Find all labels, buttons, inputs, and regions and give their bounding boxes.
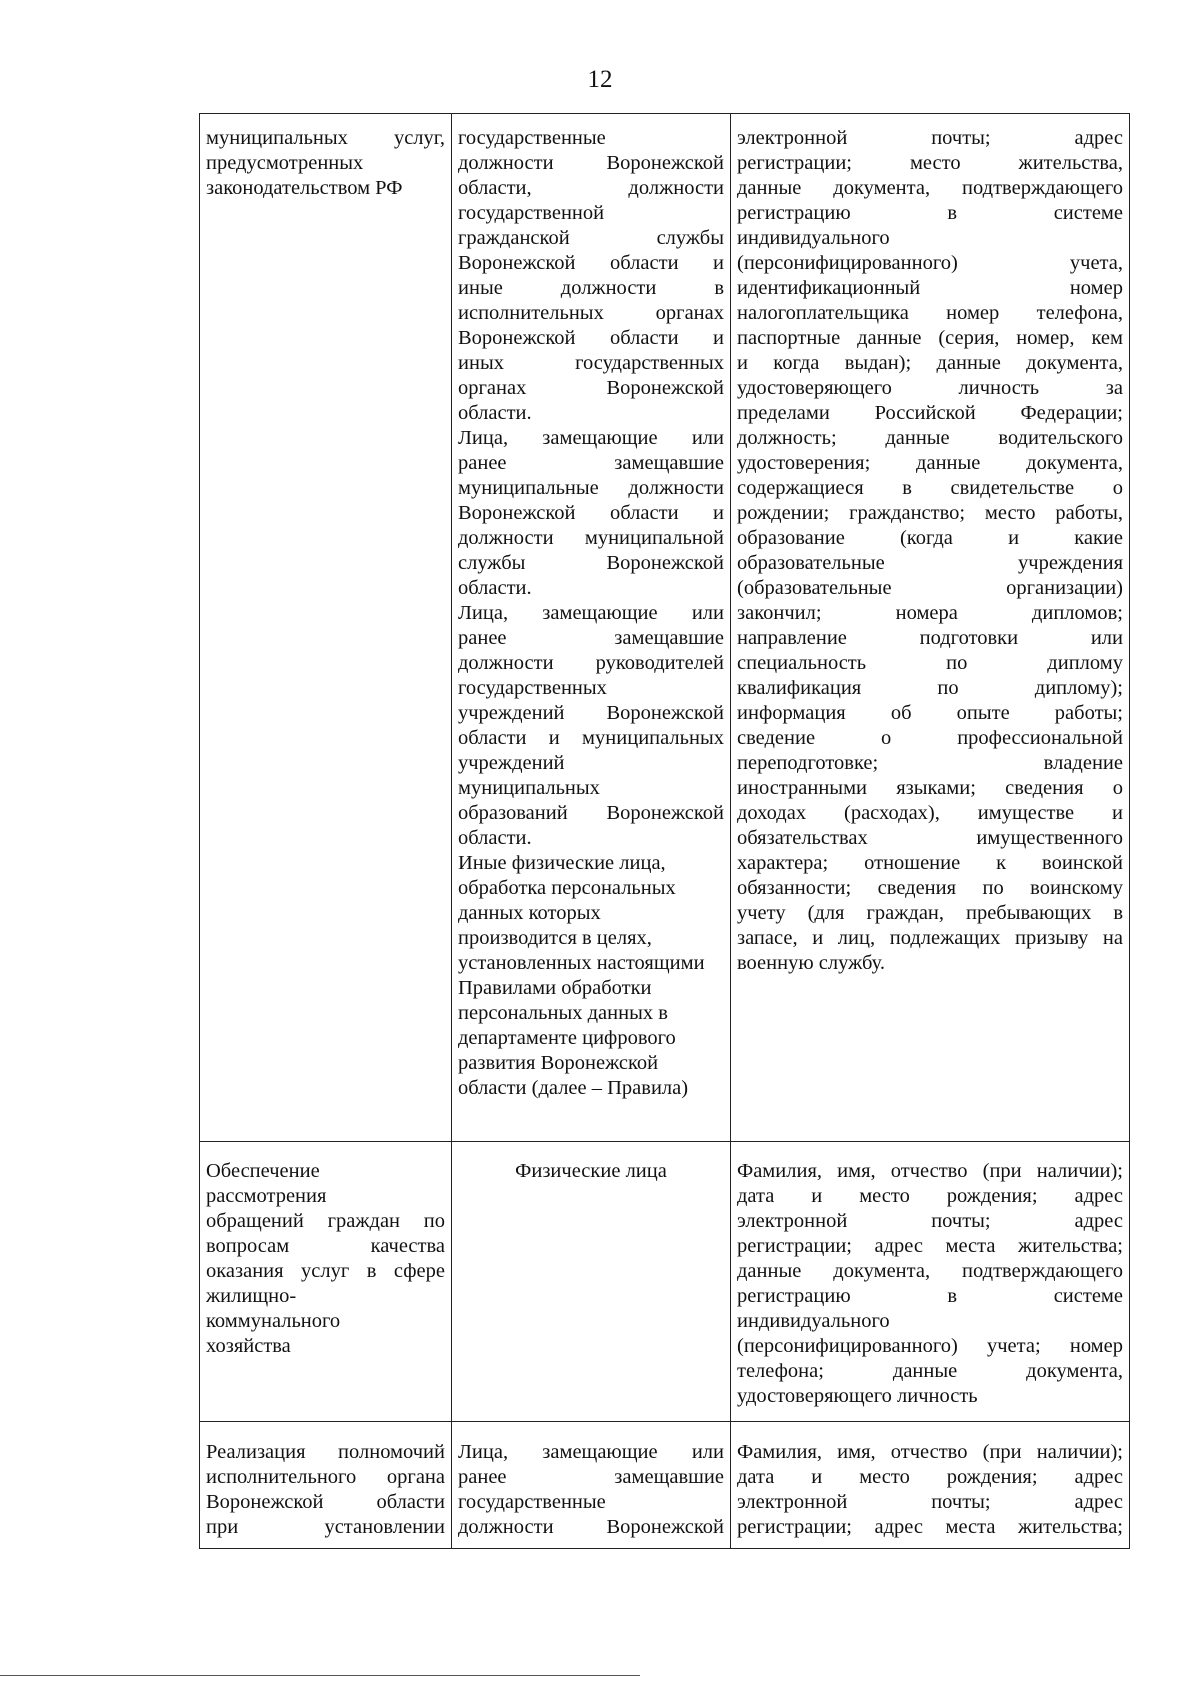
text-line: регистрацию в системе bbox=[737, 1285, 1123, 1307]
table-row bbox=[200, 114, 1130, 1142]
table-row bbox=[200, 1142, 1130, 1422]
text-line: дата и место рождения; адрес bbox=[737, 1466, 1123, 1488]
text-line: паспортные данные (серия, номер, кем bbox=[737, 327, 1123, 349]
text-line: данные документа, подтверждающего bbox=[737, 177, 1123, 199]
text-line: Лица, замещающие или bbox=[458, 427, 724, 449]
text-line: установленных настоящими bbox=[458, 952, 705, 974]
text-line: предусмотренных bbox=[206, 152, 364, 174]
text-line: жилищно- bbox=[206, 1285, 297, 1307]
purpose-cell bbox=[200, 114, 452, 1142]
text-line: учету (для граждан, пребывающих в bbox=[737, 902, 1123, 924]
text-line: муниципальных услуг, bbox=[206, 127, 445, 149]
text-line: Реализация полномочий bbox=[206, 1441, 445, 1463]
text-line: регистрации; адрес места жительства; bbox=[737, 1516, 1123, 1538]
text-line: оказания услуг в сфере bbox=[206, 1260, 445, 1282]
text-line: коммунального bbox=[206, 1310, 341, 1332]
text-line: информация об опыте работы; bbox=[737, 702, 1123, 724]
text-line: производится в целях, bbox=[458, 927, 652, 949]
purpose-cell bbox=[200, 1142, 452, 1422]
text-line: Воронежской области и bbox=[458, 252, 724, 274]
text-line: государственной bbox=[458, 202, 605, 224]
data-categories-cell bbox=[731, 114, 1130, 1142]
text-line: индивидуального bbox=[737, 227, 890, 249]
text-line: области (далее – Правила) bbox=[458, 1077, 689, 1099]
text-line: департаменте цифрового bbox=[458, 1027, 676, 1049]
text-line: Лица, замещающие или bbox=[458, 602, 724, 624]
text-line: обязанности; сведения по воинскому bbox=[737, 877, 1123, 899]
text-line: учреждений bbox=[458, 752, 565, 774]
text-line: иностранными языками; сведения о bbox=[737, 777, 1123, 799]
text-line: образований Воронежской bbox=[458, 802, 724, 824]
text-line: (образовательные организации) bbox=[737, 577, 1123, 599]
text-line: должности Воронежской bbox=[458, 1516, 724, 1538]
text-line: ранее замещавшие bbox=[458, 1466, 724, 1488]
subjects-cell bbox=[452, 114, 731, 1142]
text-line: электронной почты; адрес bbox=[737, 1210, 1123, 1232]
text-line: Иные физические лица, bbox=[458, 852, 666, 874]
data-categories-cell bbox=[731, 1422, 1130, 1549]
text-line: должности руководителей bbox=[458, 652, 724, 674]
text-line: вопросам качества bbox=[206, 1235, 445, 1257]
text-line: Правилами обработки bbox=[458, 977, 652, 999]
text-line: при установлении bbox=[206, 1516, 445, 1538]
text-line: специальность по диплому bbox=[737, 652, 1123, 674]
text-line: должности муниципальной bbox=[458, 527, 724, 549]
text-line: муниципальных bbox=[458, 777, 600, 799]
text-line: содержащиеся в свидетельстве о bbox=[737, 477, 1123, 499]
text-line: характера; отношение к воинской bbox=[737, 852, 1123, 874]
personal-data-table bbox=[199, 113, 1130, 1549]
text-line: Воронежской области и bbox=[458, 502, 724, 524]
text-line: исполнительных органах bbox=[458, 302, 724, 324]
text-line: Воронежской области bbox=[206, 1491, 445, 1513]
text-line: электронной почты; адрес bbox=[737, 127, 1123, 149]
text-line: данные документа, подтверждающего bbox=[737, 1260, 1123, 1282]
text-line: (персонифицированного) учета; номер bbox=[737, 1335, 1123, 1357]
purpose-cell bbox=[200, 1422, 452, 1549]
text-line: иных государственных bbox=[458, 352, 724, 374]
text-line: идентификационный номер bbox=[737, 277, 1123, 299]
subjects-cell bbox=[452, 1422, 731, 1549]
text-line: Фамилия, имя, отчество (при наличии); bbox=[737, 1160, 1123, 1182]
text-line: должность; данные водительского bbox=[737, 427, 1123, 449]
text-line: обращений граждан по bbox=[206, 1210, 445, 1232]
text-line: налогоплательщика номер телефона, bbox=[737, 302, 1123, 324]
text-line: регистрации; адрес места жительства; bbox=[737, 1235, 1123, 1257]
text-line: доходах (расходах), имуществе и bbox=[737, 802, 1123, 824]
text-line: исполнительного органа bbox=[206, 1466, 445, 1488]
text-line: области. bbox=[458, 577, 532, 599]
text-line: регистрации; место жительства, bbox=[737, 152, 1123, 174]
text-line: образовательные учреждения bbox=[737, 552, 1123, 574]
text-line: удостоверения; данные документа, bbox=[737, 452, 1123, 474]
text-line: военную службу. bbox=[737, 952, 885, 974]
text-line: обязательствах имущественного bbox=[737, 827, 1123, 849]
text-line: и когда выдан); данные документа, bbox=[737, 352, 1123, 374]
text-line: индивидуального bbox=[737, 1310, 890, 1332]
text-line: законодательством РФ bbox=[206, 177, 403, 199]
text-line: учреждений Воронежской bbox=[458, 702, 724, 724]
text-line: удостоверяющего личность bbox=[737, 1385, 978, 1407]
text-line: государственные bbox=[458, 127, 606, 149]
text-line: данных которых bbox=[458, 902, 601, 924]
text-line: иные должности в bbox=[458, 277, 724, 299]
text-line: сведение о профессиональной bbox=[737, 727, 1123, 749]
text-line: образование (когда и какие bbox=[737, 527, 1123, 549]
text-line: переподготовке; владение bbox=[737, 752, 1123, 774]
text-line: удостоверяющего личность за bbox=[737, 377, 1123, 399]
table-row bbox=[200, 1422, 1130, 1549]
text-line: Фамилия, имя, отчество (при наличии); bbox=[737, 1441, 1123, 1463]
text-line: хозяйства bbox=[206, 1335, 291, 1357]
text-line: органах Воронежской bbox=[458, 377, 724, 399]
text-line: должности Воронежской bbox=[458, 152, 724, 174]
text-line: ранее замещавшие bbox=[458, 627, 724, 649]
footer-divider bbox=[0, 1675, 640, 1676]
text-line: службы Воронежской bbox=[458, 552, 724, 574]
text-line: развития Воронежской bbox=[458, 1052, 659, 1074]
text-line: гражданской службы bbox=[458, 227, 724, 249]
subjects-cell bbox=[452, 1142, 731, 1422]
text-line: области. bbox=[458, 827, 532, 849]
text-line: регистрацию в системе bbox=[737, 202, 1123, 224]
text-line: области, должности bbox=[458, 177, 724, 199]
text-line: обработка персональных bbox=[458, 877, 676, 899]
text-line: (персонифицированного) учета, bbox=[737, 252, 1123, 274]
text-line: электронной почты; адрес bbox=[737, 1491, 1123, 1513]
text-line: Физические лица bbox=[515, 1160, 667, 1182]
text-line: запасе, и лиц, подлежащих призыву на bbox=[737, 927, 1123, 949]
text-line: Обеспечение bbox=[206, 1160, 320, 1182]
text-line: ранее замещавшие bbox=[458, 452, 724, 474]
text-line: квалификация по диплому); bbox=[737, 677, 1123, 699]
text-line: Воронежской области и bbox=[458, 327, 724, 349]
text-line: рассмотрения bbox=[206, 1185, 327, 1207]
text-line: телефона; данные документа, bbox=[737, 1360, 1123, 1382]
text-line: пределами Российской Федерации; bbox=[737, 402, 1123, 424]
text-line: персональных данных в bbox=[458, 1002, 668, 1024]
text-line: рождении; гражданство; место работы, bbox=[737, 502, 1123, 524]
text-line: области. bbox=[458, 402, 532, 424]
text-line: государственных bbox=[458, 677, 607, 699]
data-categories-cell bbox=[731, 1142, 1130, 1422]
text-line: области и муниципальных bbox=[458, 727, 724, 749]
text-line: муниципальные должности bbox=[458, 477, 724, 499]
text-line: дата и место рождения; адрес bbox=[737, 1185, 1123, 1207]
text-line: государственные bbox=[458, 1491, 606, 1513]
page-number: 12 bbox=[587, 66, 613, 93]
text-line: Лица, замещающие или bbox=[458, 1441, 724, 1463]
text-line: закончил; номера дипломов; bbox=[737, 602, 1123, 624]
text-line: направление подготовки или bbox=[737, 627, 1123, 649]
